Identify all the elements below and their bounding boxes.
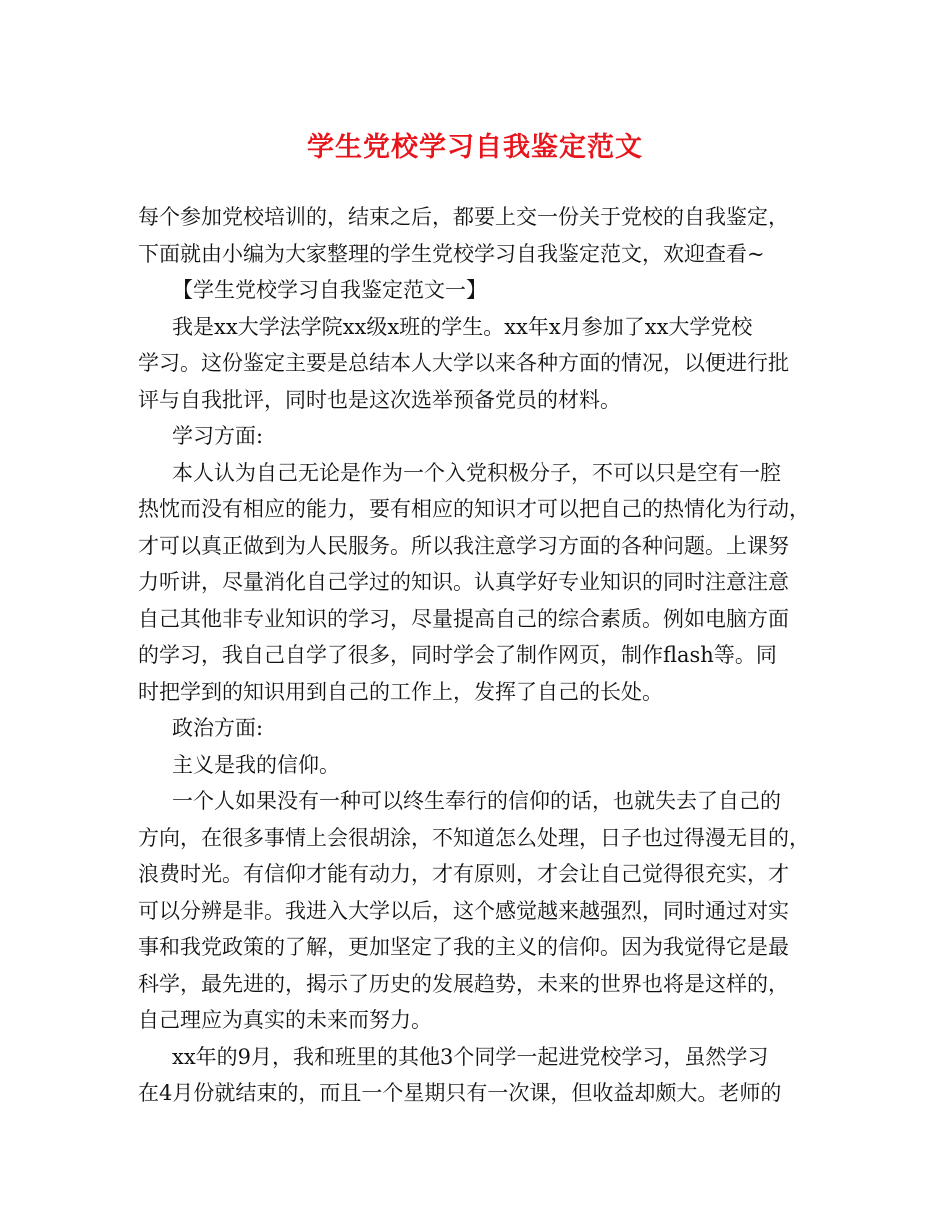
text-line: 主义是我的信仰。	[172, 752, 340, 777]
text-line: 自己其他非专业知识的学习，尽量提高自己的综合素质。例如电脑方面	[138, 606, 789, 631]
text-line: 浪费时光。有信仰才能有动力，才有原则，才会让自己觉得很充实，才	[138, 862, 789, 886]
text-line: 可以分辨是非。我进入大学以后，这个感觉越来越强烈，同时通过对实	[138, 898, 789, 923]
text-line: 一个人如果没有一种可以终生奉行的信仰的话，也就失去了自己的	[172, 789, 781, 813]
text-line: 在4月份就结束的，而且一个星期只有一次课，但收益却颇大。老师的	[138, 1081, 782, 1105]
text-line: 学习。这份鉴定主要是总结本人大学以来各种方面的情况，以便进行批	[138, 351, 789, 375]
text-line: 政治方面:	[172, 716, 264, 740]
text-line: 每个参加党校培训的，结束之后，都要上交一份关于党校的自我鉴定，	[138, 205, 789, 229]
document-body	[138, 199, 814, 1112]
text-line: 热忱而没有相应的能力，要有相应的知识才可以把自己的热情化为行动，	[138, 497, 810, 521]
text-line: 【学生党校学习自我鉴定范文一】	[172, 278, 487, 302]
text-line: 才可以真正做到为人民服务。所以我注意学习方面的各种问题。上课努	[138, 533, 789, 558]
text-line: 学习方面:	[172, 424, 264, 448]
text-line: 下面就由小编为大家整理的学生党校学习自我鉴定范文，欢迎查看~	[138, 241, 765, 266]
text-line: 评与自我批评，同时也是这次选举预备党员的材料。	[138, 387, 621, 412]
text-line: 的学习，我自己自学了很多，同时学会了制作网页，制作flash等。同	[138, 643, 777, 667]
text-line: 本人认为自己无论是作为一个入党积极分子，不可以只是空有一腔	[172, 460, 781, 485]
text-line: 科学，最先进的，揭示了历史的发展趋势，未来的世界也将是这样的，	[138, 971, 789, 996]
text-line: 力听讲，尽量消化自己学过的知识。认真学好专业知识的同时注意注意	[138, 570, 789, 594]
text-line: 自己理应为真实的未来而努力。	[138, 1008, 432, 1032]
text-line: 时把学到的知识用到自己的工作上，发挥了自己的长处。	[138, 679, 663, 704]
text-line: 我是xx大学法学院xx级x班的学生。xx年x月参加了xx大学党校	[172, 314, 753, 339]
text-line: 事和我党政策的了解，更加坚定了我的主义的信仰。因为我觉得它是最	[138, 935, 789, 959]
text-line: 方向，在很多事情上会很胡涂，不知道怎么处理，日子也过得漫无目的，	[138, 825, 810, 850]
document-title: 学生党校学习自我鉴定范文	[307, 132, 643, 163]
text-line: xx年的9月，我和班里的其他3个同学一起进党校学习，虽然学习	[172, 1044, 769, 1069]
